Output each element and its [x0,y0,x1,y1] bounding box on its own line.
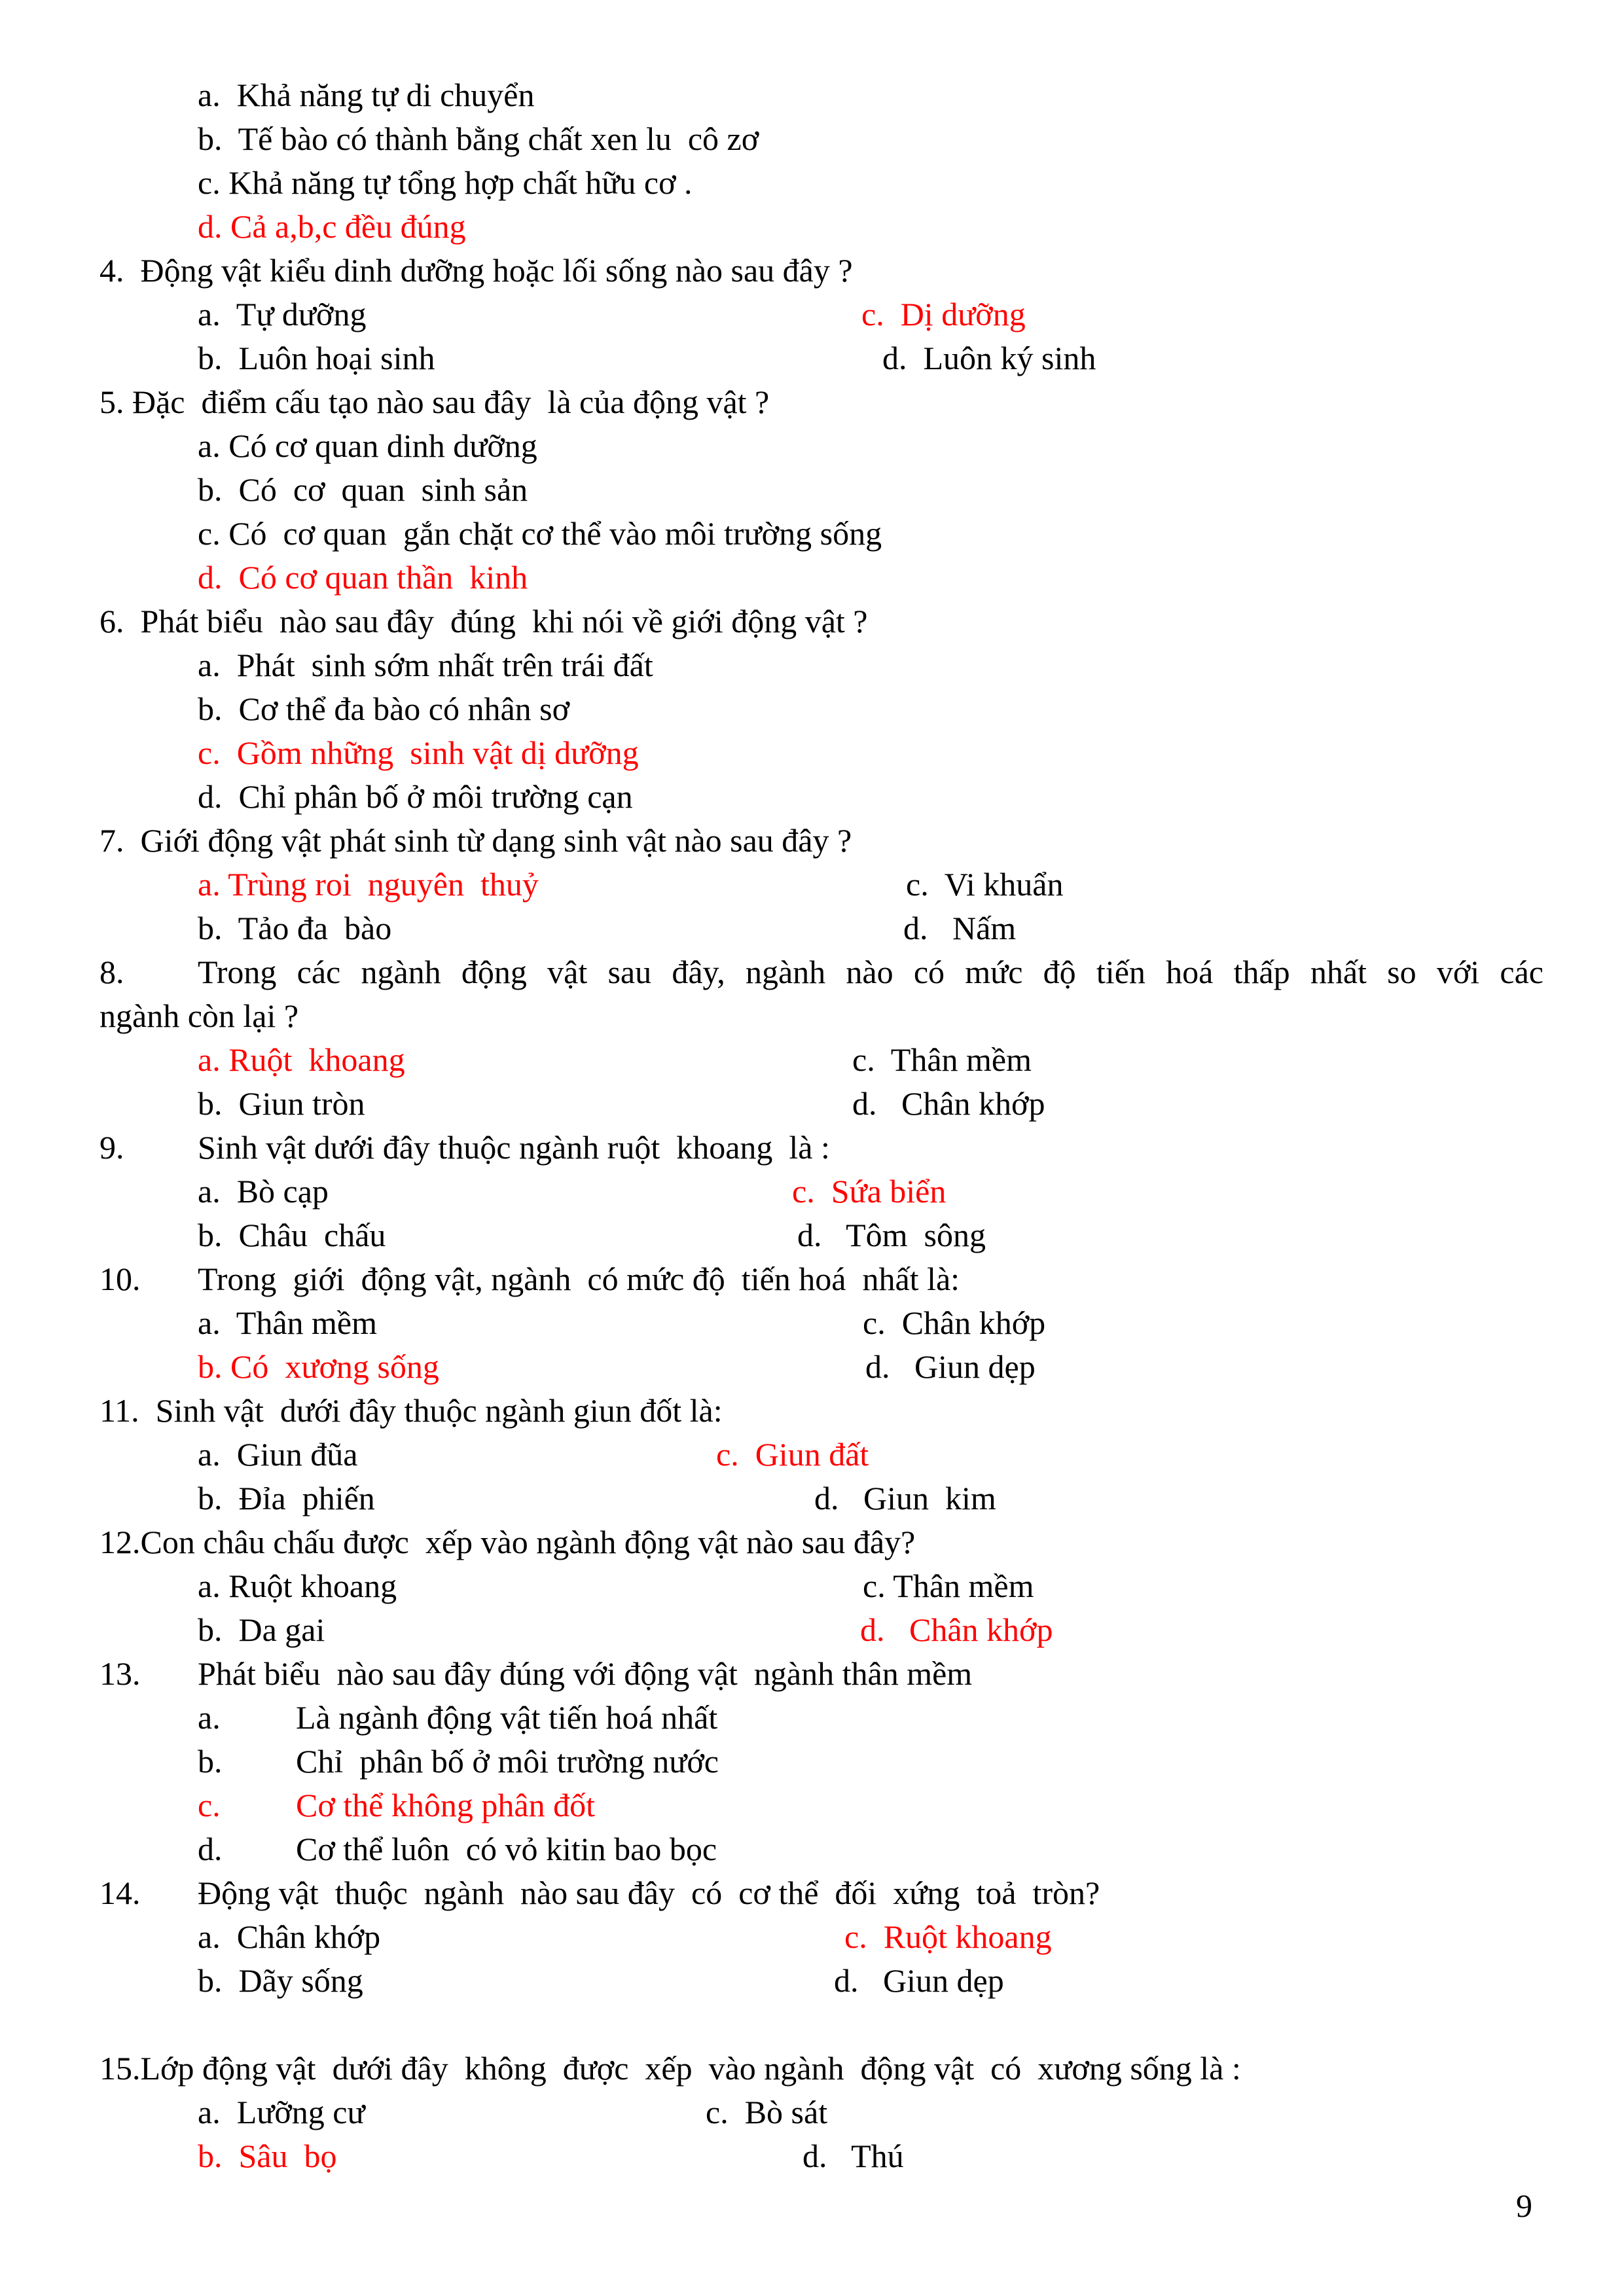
text-line: a. Tự dưỡng [198,296,367,332]
correct-answer-line: b. Có xương sống [198,1348,439,1385]
text-line: a. Lưỡng cư [198,2094,365,2130]
text-line: c. Vi khuẩn [906,866,1064,903]
text-line: a. Ruột khoang [198,1568,397,1604]
text-line: 6. Phát biểu nào sau đây đúng khi nói về giới động vật ? [99,603,868,639]
correct-answer-line: c. Ruột khoang [844,1918,1052,1955]
text-line: d. Nấm [903,910,1017,946]
text-line: a. Bò cạp [198,1173,329,1210]
text-line: Phát biểu nào sau đây đúng với động vật ngành thân mềm [198,1655,973,1692]
text-line: d. Giun kim [814,1480,996,1516]
text-line: d. Giun dẹp [865,1348,1036,1385]
text-line: 12.Con châu chấu được xếp vào ngành động vật nào sau đây? [99,1524,916,1560]
text-line: b. Có cơ quan sinh sản [198,471,528,508]
text-line: Động vật thuộc ngành nào sau đây có cơ thể đối xứng toả tròn? [198,1874,1100,1911]
text-line: b. Luôn hoại sinh [198,340,435,376]
correct-answer-line: c. Gồm những sinh vật dị dưỡng [198,734,639,771]
text-line: b. Tảo đa bào [198,910,392,946]
text-line: d. Luôn ký sinh [882,340,1096,376]
text-line: Cơ thể luôn có vỏ kitin bao bọc [296,1831,717,1867]
text-line: b. Giun tròn [198,1085,365,1122]
correct-answer-line: a. Trùng roi nguyên thuỷ [198,866,539,903]
text-line: a. Chân khớp [198,1918,381,1955]
text-line: a. Khả năng tự di chuyển [198,77,535,113]
text-line: 9. [99,1129,124,1166]
text-line: a. Phát sinh sớm nhất trên trái đất [198,647,653,683]
correct-answer-line: d. Có cơ quan thần kinh [198,559,528,596]
text-line: c. Chân khớp [863,1304,1046,1341]
text-line: 8. [99,954,124,990]
correct-answer-line: b. Sâu bọ [198,2138,337,2174]
text-line: a. Giun đũa [198,1436,358,1473]
correct-answer-line: c. Sứa biển [792,1173,947,1210]
correct-answer-line: c. [198,1787,221,1823]
text-line: Chỉ phân bố ở môi trường nước [296,1743,719,1780]
text-line: c. Thân mềm [863,1568,1034,1604]
text-line: d. Giun dẹp [834,1962,1004,1999]
correct-answer-line: d. Cả a,b,c đều đúng [198,208,466,245]
text-line: b. [198,1743,223,1780]
text-line: d. Tôm sông [797,1217,986,1253]
text-line: a. Thân mềm [198,1304,377,1341]
text-line: d. Thú [803,2138,904,2174]
text-line: 10. [99,1261,141,1297]
text-line: a. [198,1699,221,1736]
text-line: a. Có cơ quan dinh dưỡng [198,427,537,464]
text-line: c. Khả năng tự tổng hợp chất hữu cơ . [198,164,693,201]
text-line: b. Châu chấu [198,1217,386,1253]
text-line: b. Dãy sống [198,1962,363,1999]
page-number: 9 [1516,2187,1532,2224]
text-line: 13. [99,1655,141,1692]
correct-answer-line: c. Dị dưỡng [861,296,1026,332]
text-line: 5. Đặc điểm cấu tạo nào sau đây là của động vật ? [99,384,770,420]
text-line: 15.Lớp động vật dưới đây không được xếp vào ngành động vật có xương sống là : [99,2050,1241,2087]
text-line: 4. Động vật kiểu dinh dưỡng hoặc lối sống nào sau đây ? [99,252,853,289]
text-line: b. Tế bào có thành bằng chất xen lu cô zơ [198,120,759,157]
text-line: c. Thân mềm [852,1041,1032,1078]
text-line: 14. [99,1874,141,1911]
text-line: 11. Sinh vật dưới đây thuộc ngành giun đốt là: [99,1392,723,1429]
correct-answer-line: c. Giun đất [716,1436,869,1473]
text-line: c. Có cơ quan gắn chặt cơ thể vào môi trường sống [198,515,882,552]
correct-answer-line: Cơ thể không phân đốt [296,1787,595,1823]
text-line: Sinh vật dưới đây thuộc ngành ruột khoang là : [198,1129,830,1166]
text-line: d. Chân khớp [852,1085,1045,1122]
text-line: b. Đỉa phiến [198,1480,375,1516]
text-line: d. Chỉ phân bố ở môi trường cạn [198,778,633,815]
text-line: b. Da gai [198,1611,325,1648]
text-line: Trong giới động vật, ngành có mức độ tiến hoá nhất là: [198,1261,960,1297]
correct-answer-line: d. Chân khớp [860,1611,1053,1648]
text-line: ngành còn lại ? [99,997,299,1034]
text-line: c. Bò sát [706,2094,828,2130]
text-line: Trong các ngành động vật sau đây, ngành nào có mức độ tiến hoá thấp nhất so với các [198,954,1543,990]
text-line: 7. Giới động vật phát sinh từ dạng sinh vật nào sau đây ? [99,822,852,859]
text-line: Là ngành động vật tiến hoá nhất [296,1699,718,1736]
text-line: b. Cơ thể đa bào có nhân sơ [198,691,570,727]
text-line: d. [198,1831,223,1867]
correct-answer-line: a. Ruột khoang [198,1041,405,1078]
